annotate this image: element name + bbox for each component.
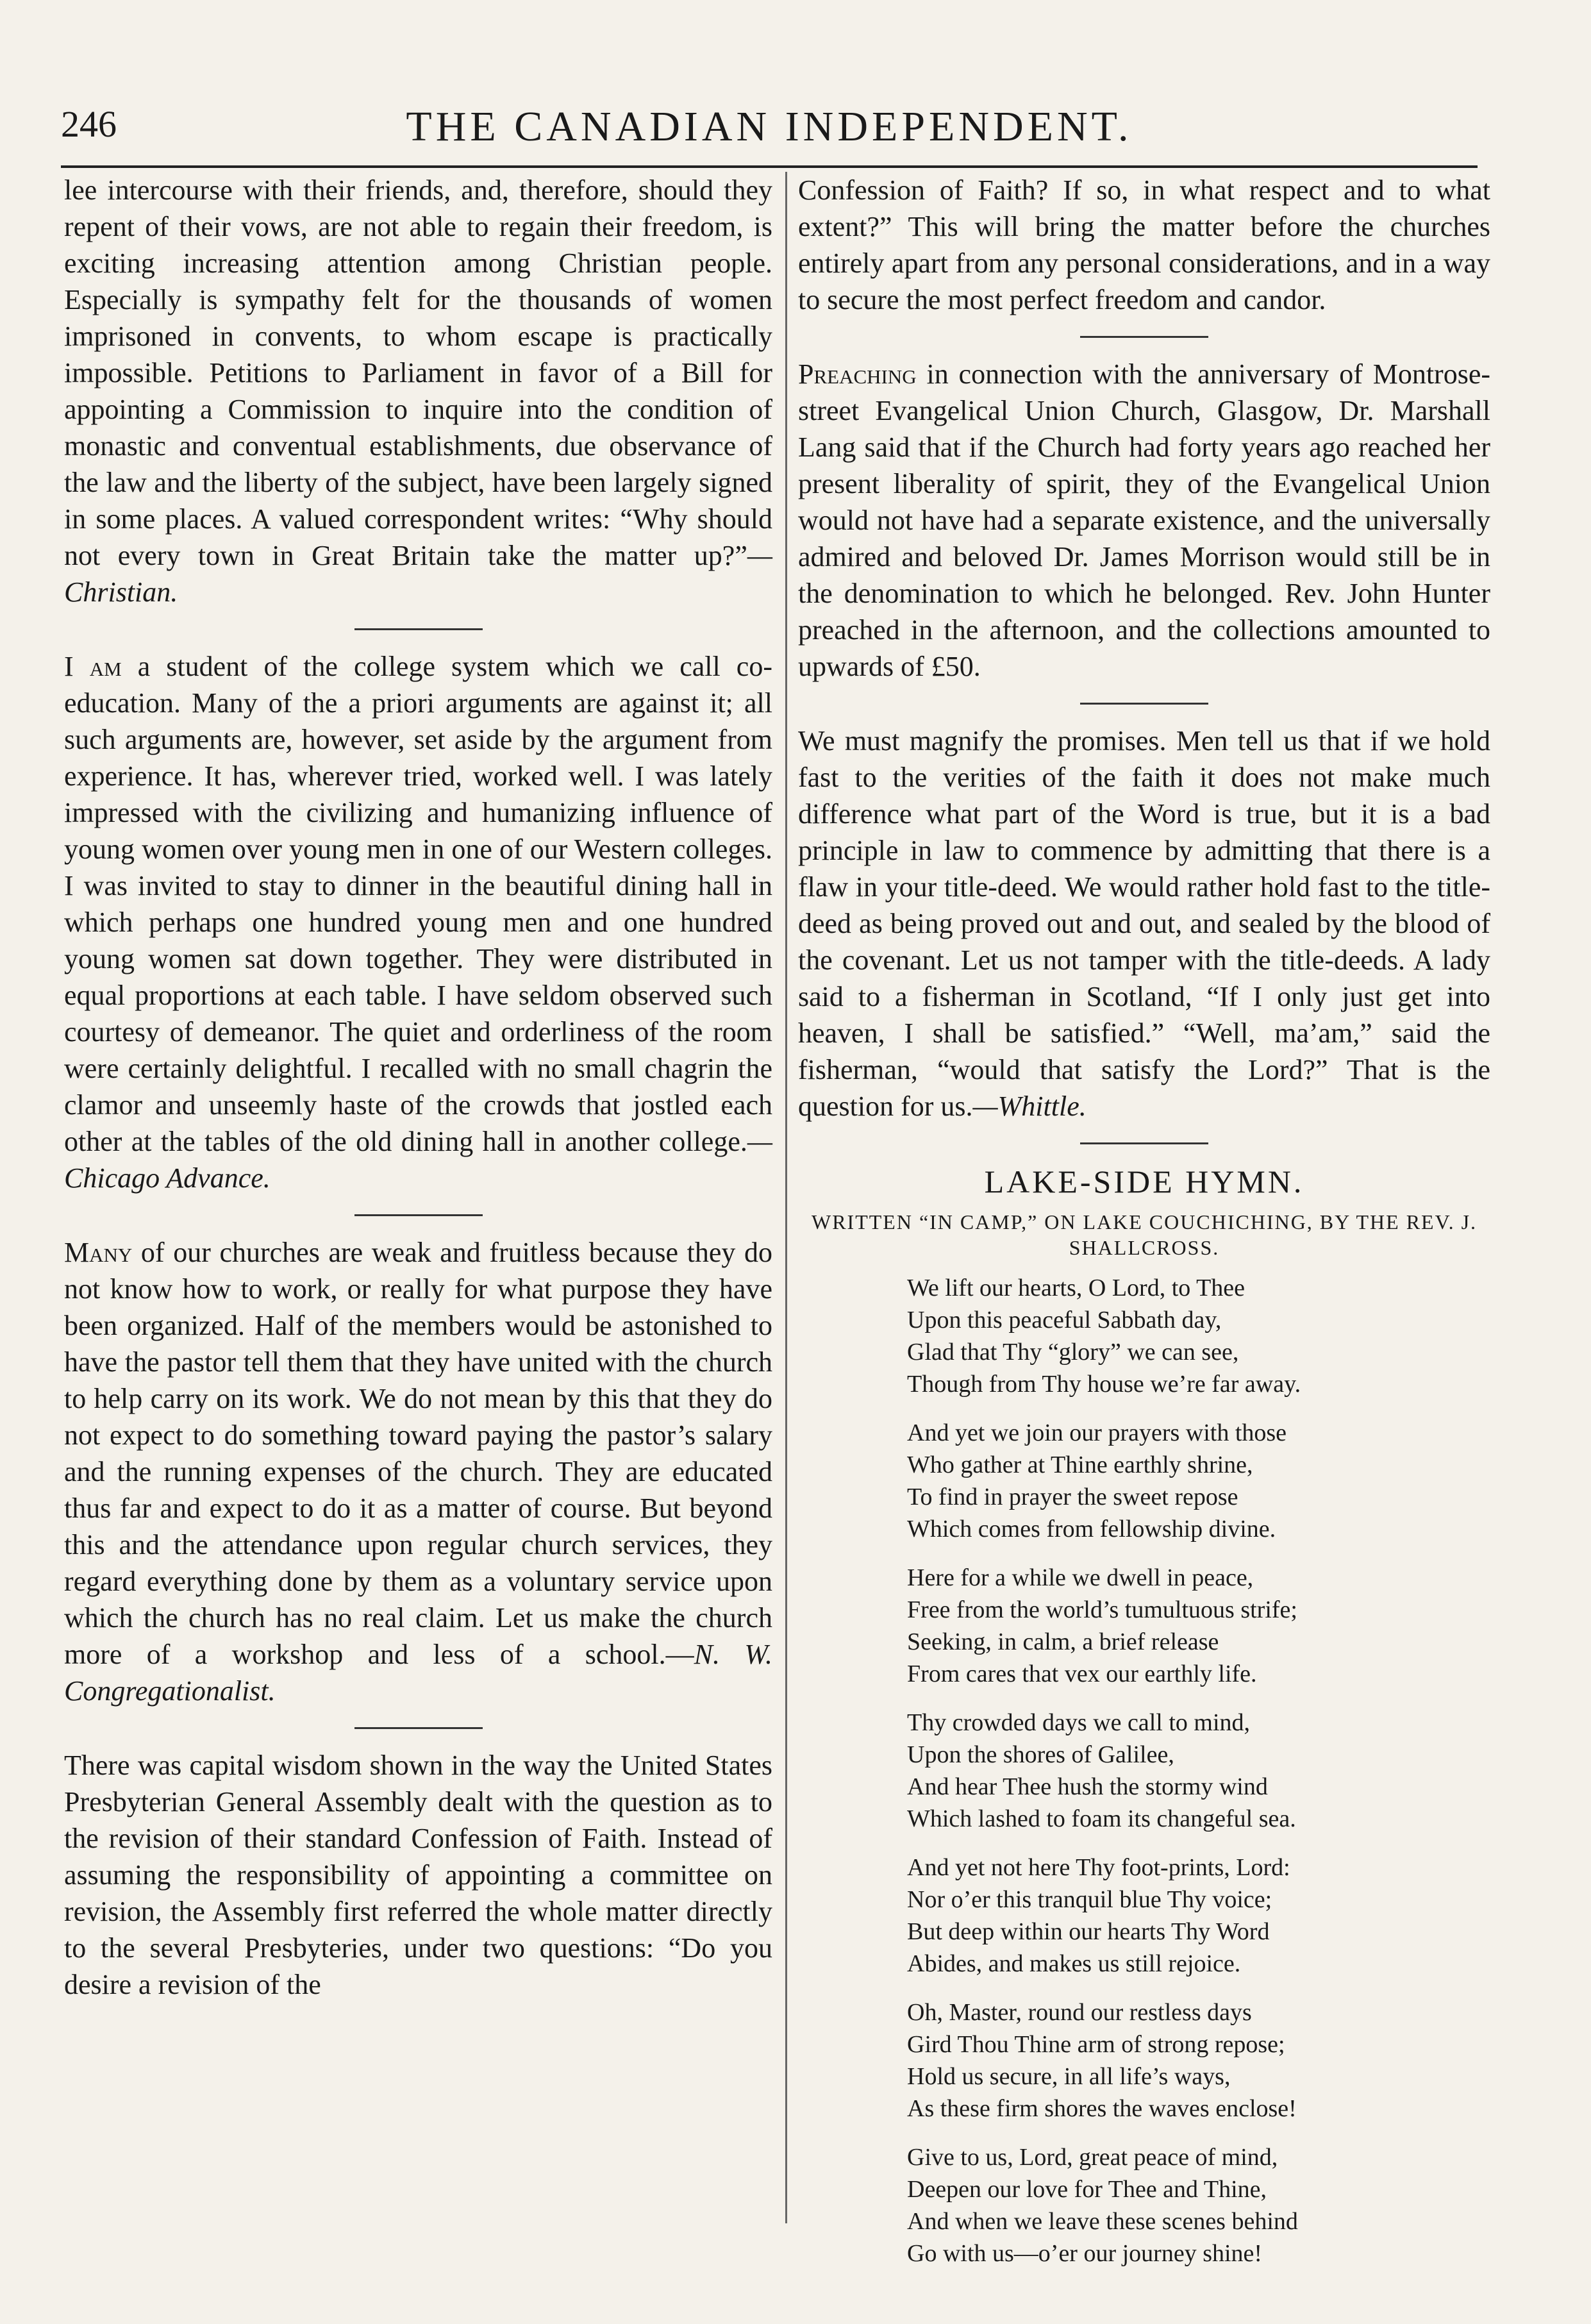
poem-line: Oh, Master, round our restless days [907, 1999, 1252, 2026]
poem-line: Hold us secure, in all life’s ways, [907, 2063, 1231, 2090]
poem-stanza [907, 1562, 1490, 1690]
separator [1080, 703, 1208, 705]
poem-body [798, 1272, 1490, 2270]
poem-line: Thy crowded days we call to mind, [907, 1709, 1251, 1736]
paragraph-text: lee intercourse with their friends, and, therefore, should they repent of their vows, are not able to regain their freedom, is exciting increasing attention among Christian people. Especially is sympathy felt for the thousands of women imprisoned in convents, to whom escape is practically impossible. Petitions to Parliament in favor of a Bill for appointing a Commission to inquire into the condition of monastic and conventual establishments, due observance of the law and the liberty of the subject, have been largely signed in some places. A valued correspondent writes: “Why should not every town in Great Britain take the matter up?” [64, 174, 772, 571]
poem-line: Glad that Thy “glory” we can see, [907, 1339, 1239, 1366]
citation: N. W. Congregationalist. [64, 1639, 772, 1707]
poem-line: Abides, and makes us still rejoice. [907, 1950, 1241, 1977]
poem-line: But deep within our hearts Thy Word [907, 1918, 1270, 1945]
poem-line: And yet not here Thy foot-prints, Lord: [907, 1854, 1290, 1881]
poem-line: And hear Thee hush the stormy wind [907, 1773, 1268, 1800]
left-column [64, 172, 772, 2223]
poem-line: To find in prayer the sweet repose [907, 1484, 1238, 1510]
paragraph-presbyterian [64, 1747, 772, 2003]
poem-line: Though from Thy house we’re far away. [907, 1371, 1301, 1398]
separator [354, 1727, 483, 1729]
paragraph-convents [64, 172, 772, 610]
separator [354, 628, 483, 630]
poem-subtitle: WRITTEN “IN CAMP,” ON LAKE COUCHICHING, BY THE REV. J. SHALLCROSS. [811, 1210, 1478, 1259]
paragraph-text: There was capital wisdom shown in the way the United States Presbyterian General Assembly dealt with the question as to the revision of their standard Confession of Faith. Instead of assuming the responsibility of appointing a committee on revision, the Assembly first referred the whole matter directly to the several Presbyteries, under two questions: “Do you desire a revision of the [64, 1750, 772, 2000]
poem-line: Deepen our love for Thee and Thine, [907, 2176, 1267, 2203]
page-header [61, 103, 1478, 160]
paragraph-preaching [798, 356, 1490, 685]
poem-line: And when we leave these scenes behind [907, 2208, 1298, 2235]
right-column [798, 172, 1490, 2267]
poem-stanza [907, 1707, 1490, 1835]
paragraph-promises [798, 723, 1490, 1124]
poem-line: Which lashed to foam its changeful sea. [907, 1805, 1296, 1832]
poem-line: Go with us—o’er our journey shine! [907, 2240, 1263, 2267]
paragraph-text: a student of the college system which we call co-education. Many of the a priori arguments are against it; all such arguments are, however, set aside by the argument from experience. It has, wherever tried, worked well. I was lately impressed with the civilizing and humanizing influence of young women over young men in one of our Western colleges. I was invited to stay to dinner in the beautiful dining hall in which perhaps one hundred young men and one hundred young women sat down together. They were distributed in equal proportions at each table. I have seldom observed such courtesy of demeanor. The quiet and orderliness of the room were certainly delightful. I recalled with no small chagrin the clamor and unseemly haste of the crowds that jostled each other at the tables of the old dining hall in another college. [64, 651, 772, 1157]
poem-stanza [907, 1272, 1490, 1400]
citation: —Chicago Advance. [64, 1126, 772, 1194]
poem-line: Here for a while we dwell in peace, [907, 1564, 1254, 1591]
paragraph-text: in connection with the anniversary of Montrose-street Evangelical Union Church, Glasgow, Dr. Marshall Lang said that if the Church had forty years ago reached her present liberality of spirit, they of the Evangelical Union would not have had a separate existence, and the universally admired and beloved Dr. James Morrison would still be in the denomination to which he belonged. Rev. John Hunter preached in the afternoon, and the collections amounted to upwards of £50. [798, 358, 1490, 682]
poem-line: Which comes from fellowship divine. [907, 1516, 1276, 1542]
poem-line: As these firm shores the waves enclose! [907, 2095, 1297, 2122]
poem-line: Give to us, Lord, great peace of mind, [907, 2144, 1278, 2171]
lead-words: I am [64, 651, 122, 682]
poem-line: From cares that vex our earthly life. [907, 1660, 1257, 1687]
header-rule [61, 165, 1478, 168]
paragraph-churches [64, 1234, 772, 1709]
poem-line: Nor o’er this tranquil blue Thy voice; [907, 1886, 1272, 1913]
paragraph-text: of our churches are weak and fruitless because they do not know how to work, or really for what purpose they have been organized. Half of the members would be astonished to have the pastor tell them that they have united with the church to help carry on its work. We do not mean by this that they do not expect to do something toward paying the pastor’s salary and the running expenses of the church. They are educated thus far and expect to do it as a matter of course. But beyond this and the attendance upon regular church services, they regard everything done by them as a voluntary service upon which the church has no real claim. Let us make the church more of a workshop and less of a school.— [64, 1237, 772, 1670]
column-divider [785, 172, 787, 2223]
poem-line: Seeking, in calm, a brief release [907, 1628, 1219, 1655]
paragraph-coeducation [64, 648, 772, 1196]
poem-line: Upon the shores of Galilee, [907, 1741, 1174, 1768]
paragraph-text: Confession of Faith? If so, in what respect and to what extent?” This will bring the matter before the churches entirely apart from any personal considerations, and in a way to secure the most perfect freedom and candor. [798, 174, 1490, 315]
separator [354, 1214, 483, 1216]
poem-line: We lift our hearts, O Lord, to Thee [907, 1275, 1245, 1301]
poem-stanza [907, 1852, 1490, 1980]
poem-line: Upon this peaceful Sabbath day, [907, 1307, 1222, 1333]
running-title: THE CANADIAN INDEPENDENT. [406, 103, 1133, 150]
citation: —Whittle. [972, 1091, 1087, 1122]
poem-line: And yet we join our prayers with those [907, 1419, 1287, 1446]
poem-stanza [907, 1417, 1490, 1545]
paragraph-confession [798, 172, 1490, 318]
citation: —Christian. [64, 540, 772, 608]
poem-line: Gird Thou Thine arm of strong repose; [907, 2031, 1285, 2058]
poem-line: Who gather at Thine earthly shrine, [907, 1451, 1253, 1478]
lead-words: Preaching [798, 358, 917, 390]
poem-stanza [907, 2141, 1490, 2270]
poem-stanza [907, 1996, 1490, 2125]
paragraph-text: We must magnify the promises. Men tell us that if we hold fast to the verities of the faith it does not make much difference what part of the Word is true, but it is a bad principle in law to commence by admitting that there is a flaw in your title-deed. We would rather hold fast to the title-deed as being proved out and out, and sealed by the blood of the covenant. Let us not tamper with the title-deeds. A lady said to a fisherman in Scotland, “If I only just get into heaven, I shall be satisfied.” “Well, ma’am,” said the fisherman, “would that satisfy the Lord?” That is the question for us. [798, 725, 1490, 1122]
poem-title: LAKE-SIDE HYMN. [984, 1164, 1304, 1200]
poem-line: Free from the world’s tumultuous strife; [907, 1596, 1297, 1623]
separator [1080, 1142, 1208, 1144]
separator [1080, 336, 1208, 338]
lead-words: Many [64, 1237, 133, 1268]
page-number: 246 [61, 103, 117, 145]
